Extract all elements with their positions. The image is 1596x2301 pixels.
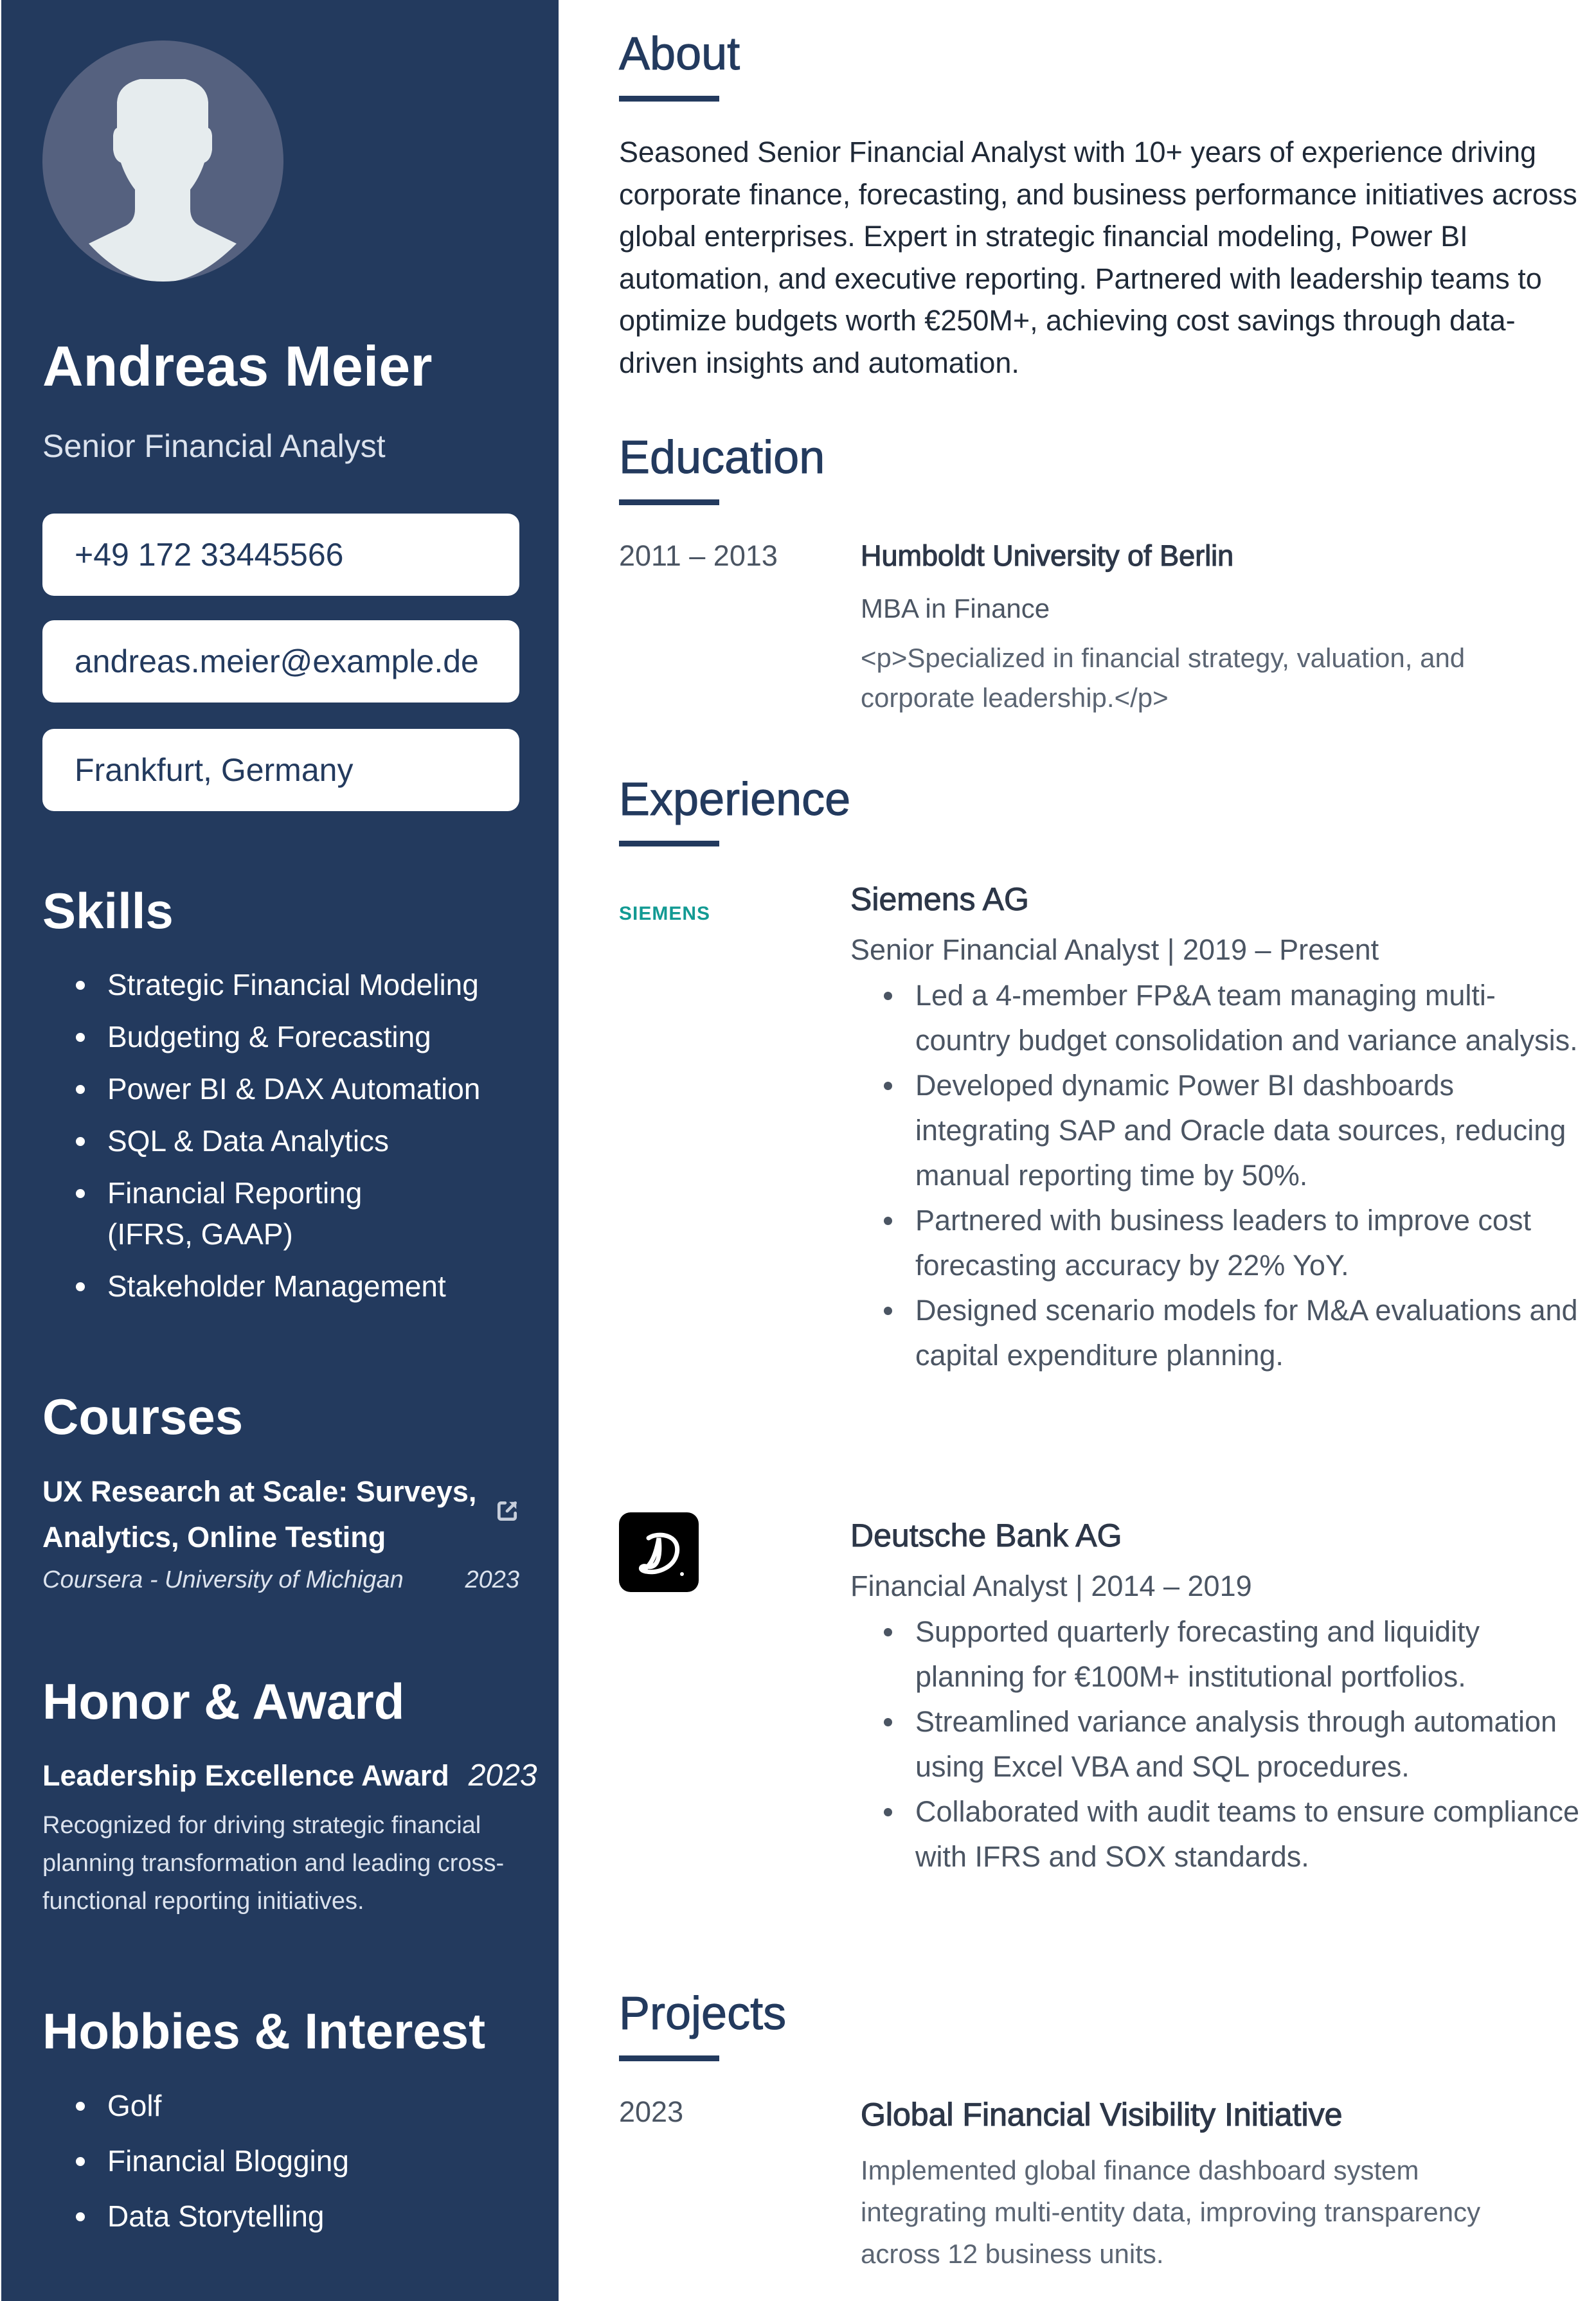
skill-item: Power BI & DAX Automation bbox=[42, 1068, 531, 1109]
experience-bullets bbox=[850, 1609, 1583, 1879]
skill-item: SQL & Data Analytics bbox=[42, 1120, 531, 1161]
experience-bullet: Partnered with business leaders to improve cost forecasting accuracy by 22% YoY. bbox=[850, 1198, 1583, 1288]
experience-bullet: Collaborated with audit teams to ensure compliance with IFRS and SOX standards. bbox=[850, 1789, 1583, 1879]
hobbies-list bbox=[42, 2085, 531, 2251]
projects-heading: Projects bbox=[619, 1988, 787, 2039]
sidebar bbox=[1, 0, 559, 2301]
about-text: Seasoned Senior Financial Analyst with 10+ years of experience driving corporate finance, forecasting, and business performance initiatives across global enterprises. Expert in strategic financial modeling, Power BI automation, and executive reporting. Partnered with leadership teams to optimize budgets worth €250M+, achieving cost savings through data-driven insights and automation. bbox=[619, 136, 1577, 379]
education-description: <p>Specialized in financial strategy, valuation, and corporate leadership.</p> bbox=[861, 643, 1466, 713]
deutsche-bank-logo bbox=[619, 1512, 699, 1592]
section-underline bbox=[619, 96, 719, 102]
skills-list bbox=[42, 964, 531, 1318]
candidate-name: Andreas Meier bbox=[42, 334, 433, 398]
phone-value: +49 172 33445566 bbox=[75, 537, 344, 573]
experience-heading: Experience bbox=[619, 774, 851, 825]
experience-item bbox=[850, 1514, 1583, 1879]
education-institution: Humboldt University of Berlin bbox=[861, 539, 1234, 572]
contact-email[interactable] bbox=[42, 620, 519, 703]
experience-role: Financial Analyst | 2014 – 2019 bbox=[850, 1570, 1252, 1602]
awards-heading: Honor & Award bbox=[42, 1673, 405, 1730]
section-underline bbox=[619, 499, 719, 505]
courses-heading: Courses bbox=[42, 1388, 244, 1445]
education-heading: Education bbox=[619, 432, 825, 483]
experience-role: Senior Financial Analyst | 2019 – Present bbox=[850, 933, 1379, 966]
course-year: 2023 bbox=[465, 1566, 519, 1593]
experience-company: Siemens AG bbox=[850, 881, 1029, 917]
email-value: andreas.meier@example.de bbox=[75, 643, 479, 679]
hobby-item: Golf bbox=[42, 2085, 531, 2126]
skill-item: Financial Reporting (IFRS, GAAP) bbox=[42, 1172, 454, 1255]
experience-bullets bbox=[850, 973, 1583, 1378]
experience-item bbox=[850, 878, 1583, 1378]
external-link-icon[interactable] bbox=[495, 1499, 519, 1523]
skill-item: Stakeholder Management bbox=[42, 1266, 531, 1307]
course-meta bbox=[42, 1564, 519, 1596]
section-underline bbox=[619, 2055, 719, 2061]
experience-bullet: Designed scenario models for M&A evaluations and capital expenditure planning. bbox=[850, 1288, 1583, 1378]
education-dates: 2011 – 2013 bbox=[619, 539, 778, 572]
skill-item: Strategic Financial Modeling bbox=[42, 964, 531, 1005]
about-heading: About bbox=[619, 28, 740, 80]
experience-bullet: Supported quarterly forecasting and liquidity planning for €100M+ institutional portfolios. bbox=[850, 1609, 1583, 1699]
contact-phone[interactable] bbox=[42, 514, 519, 596]
project-year: 2023 bbox=[619, 2095, 684, 2128]
location-value: Frankfurt, Germany bbox=[75, 752, 354, 788]
award-name: Leadership Excellence Award bbox=[42, 1759, 449, 1792]
experience-bullet: Developed dynamic Power BI dashboards integrating SAP and Oracle data sources, reducing manual reporting time by 50%. bbox=[850, 1063, 1583, 1198]
siemens-logo: SIEMENS bbox=[619, 903, 711, 924]
hobby-item: Financial Blogging bbox=[42, 2140, 531, 2181]
project-description: Implemented global finance dashboard system integrating multi-entity data, improving transparency across 12 business units. bbox=[861, 2155, 1481, 2269]
section-underline bbox=[619, 841, 719, 846]
experience-bullet: Streamlined variance analysis through automation using Excel VBA and SQL procedures. bbox=[850, 1699, 1583, 1789]
course-provider: Coursera - University of Michigan bbox=[42, 1566, 404, 1593]
award-description: Recognized for driving strategic financial planning transformation and leading cross-functional reporting initiatives. bbox=[42, 1812, 505, 1915]
skill-item: Budgeting & Forecasting bbox=[42, 1016, 531, 1057]
user-silhouette-icon bbox=[42, 40, 283, 282]
avatar bbox=[42, 40, 283, 282]
candidate-title: Senior Financial Analyst bbox=[42, 428, 386, 464]
experience-bullet: Led a 4-member FP&A team managing multi-country budget consolidation and variance analysis. bbox=[850, 973, 1583, 1063]
experience-company: Deutsche Bank AG bbox=[850, 1518, 1122, 1553]
deutsche-bank-d-icon bbox=[619, 1512, 699, 1592]
project-item bbox=[861, 2094, 1581, 2275]
hobbies-heading: Hobbies & Interest bbox=[42, 2003, 486, 2059]
contact-location bbox=[42, 729, 519, 811]
course-item bbox=[42, 1469, 519, 1596]
project-title: Global Financial Visibility Initiative bbox=[861, 2097, 1343, 2133]
education-item bbox=[861, 535, 1581, 718]
award-year: 2023 bbox=[468, 1759, 537, 1793]
skills-heading: Skills bbox=[42, 882, 174, 939]
course-title: UX Research at Scale: Surveys, Analytics, Online Testing bbox=[42, 1475, 477, 1553]
education-degree: MBA in Finance bbox=[861, 593, 1050, 623]
award-item bbox=[42, 1757, 537, 1920]
hobby-item: Data Storytelling bbox=[42, 2196, 531, 2237]
